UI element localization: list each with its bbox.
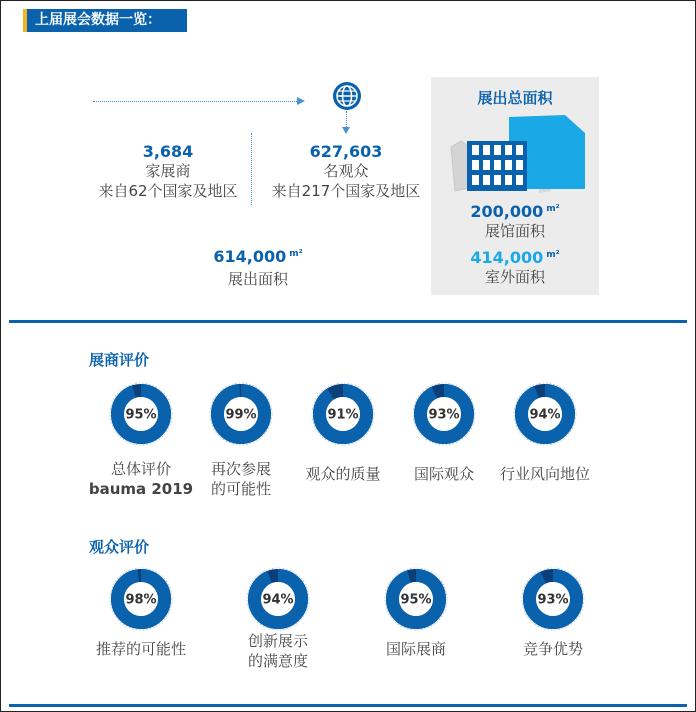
arrow-right-icon bbox=[297, 96, 307, 106]
exhibitor-eval-title: 展商评价 bbox=[89, 351, 150, 369]
page-header: 上届展会数据一览： bbox=[23, 9, 187, 32]
eval-label bbox=[218, 631, 338, 671]
donut-percent: 94% bbox=[262, 592, 294, 608]
area-unit: m² bbox=[289, 248, 303, 259]
section-divider bbox=[9, 320, 687, 323]
donut-percent: 95% bbox=[125, 407, 157, 423]
eval-label: 观众的质量 bbox=[305, 465, 381, 483]
donut-percent: 98% bbox=[125, 592, 157, 608]
outdoor-area-label: 室外面积 bbox=[484, 268, 545, 286]
donut-svg bbox=[246, 567, 310, 631]
eval-label-line2: bauma 2019 bbox=[88, 480, 194, 498]
area-label: 展出面积 bbox=[227, 270, 288, 288]
exhibitors-label: 家展商 bbox=[145, 162, 191, 180]
donut-percent: 95% bbox=[400, 592, 432, 608]
eval-label: 竞争优势 bbox=[522, 640, 583, 658]
eval-label: 行业风向地位 bbox=[499, 465, 590, 483]
donut-svg bbox=[311, 382, 375, 446]
hall-area-value bbox=[435, 202, 595, 221]
donut-chart bbox=[246, 567, 310, 631]
outdoor-area-unit: m² bbox=[546, 249, 560, 260]
eval-label-line1: 再次参展 bbox=[210, 460, 271, 478]
visitors-number: 627,603 bbox=[309, 142, 383, 161]
eval-label-line2: 的可能性 bbox=[210, 480, 271, 498]
globe-icon bbox=[332, 81, 362, 111]
donut-chart bbox=[521, 567, 585, 631]
donut-chart bbox=[109, 382, 173, 446]
building-icon bbox=[447, 113, 587, 197]
donut-chart bbox=[412, 382, 476, 446]
hall-area-unit: m² bbox=[546, 203, 560, 214]
donut-svg bbox=[109, 382, 173, 446]
donut-svg bbox=[209, 382, 273, 446]
hall-area-label: 展馆面积 bbox=[484, 222, 545, 240]
bottom-divider bbox=[9, 704, 687, 707]
eval-label-line2: 的满意度 bbox=[247, 652, 308, 670]
donut-percent: 93% bbox=[537, 592, 569, 608]
outdoor-area-number: 414,000 bbox=[470, 248, 544, 267]
donut-chart bbox=[109, 567, 173, 631]
donut-percent: 94% bbox=[529, 407, 561, 423]
exhibitors-number: 3,684 bbox=[142, 142, 194, 161]
donut-chart bbox=[384, 567, 448, 631]
area-value bbox=[193, 247, 323, 266]
visitor-eval-title: 观众评价 bbox=[89, 538, 150, 556]
eval-label: 推荐的可能性 bbox=[95, 640, 186, 658]
outdoor-area-value bbox=[435, 248, 595, 267]
donut-svg bbox=[521, 567, 585, 631]
eval-label-line1: 创新展示 bbox=[247, 632, 308, 650]
eval-label-line1: 总体评价 bbox=[110, 460, 171, 478]
donut-svg bbox=[412, 382, 476, 446]
eval-label: 国际观众 bbox=[413, 465, 474, 483]
arrow-down-icon bbox=[342, 127, 352, 135]
donut-percent: 99% bbox=[225, 407, 257, 423]
donut-svg bbox=[109, 567, 173, 631]
visitors-label: 名观众 bbox=[323, 162, 369, 180]
hall-area-number: 200,000 bbox=[470, 202, 544, 221]
exhibitors-origin: 来自62个国家及地区 bbox=[98, 182, 238, 200]
area-number: 614,000 bbox=[213, 247, 287, 266]
donut-svg bbox=[384, 567, 448, 631]
visitors-origin: 来自217个国家及地区 bbox=[271, 182, 421, 200]
total-area-title: 展出总面积 bbox=[477, 89, 553, 107]
donut-chart bbox=[311, 382, 375, 446]
donut-svg bbox=[513, 382, 577, 446]
donut-percent: 93% bbox=[428, 407, 460, 423]
eval-label: 国际展商 bbox=[385, 640, 446, 658]
donut-chart bbox=[513, 382, 577, 446]
donut-chart bbox=[209, 382, 273, 446]
donut-percent: 91% bbox=[327, 407, 359, 423]
flow-line bbox=[93, 101, 301, 102]
